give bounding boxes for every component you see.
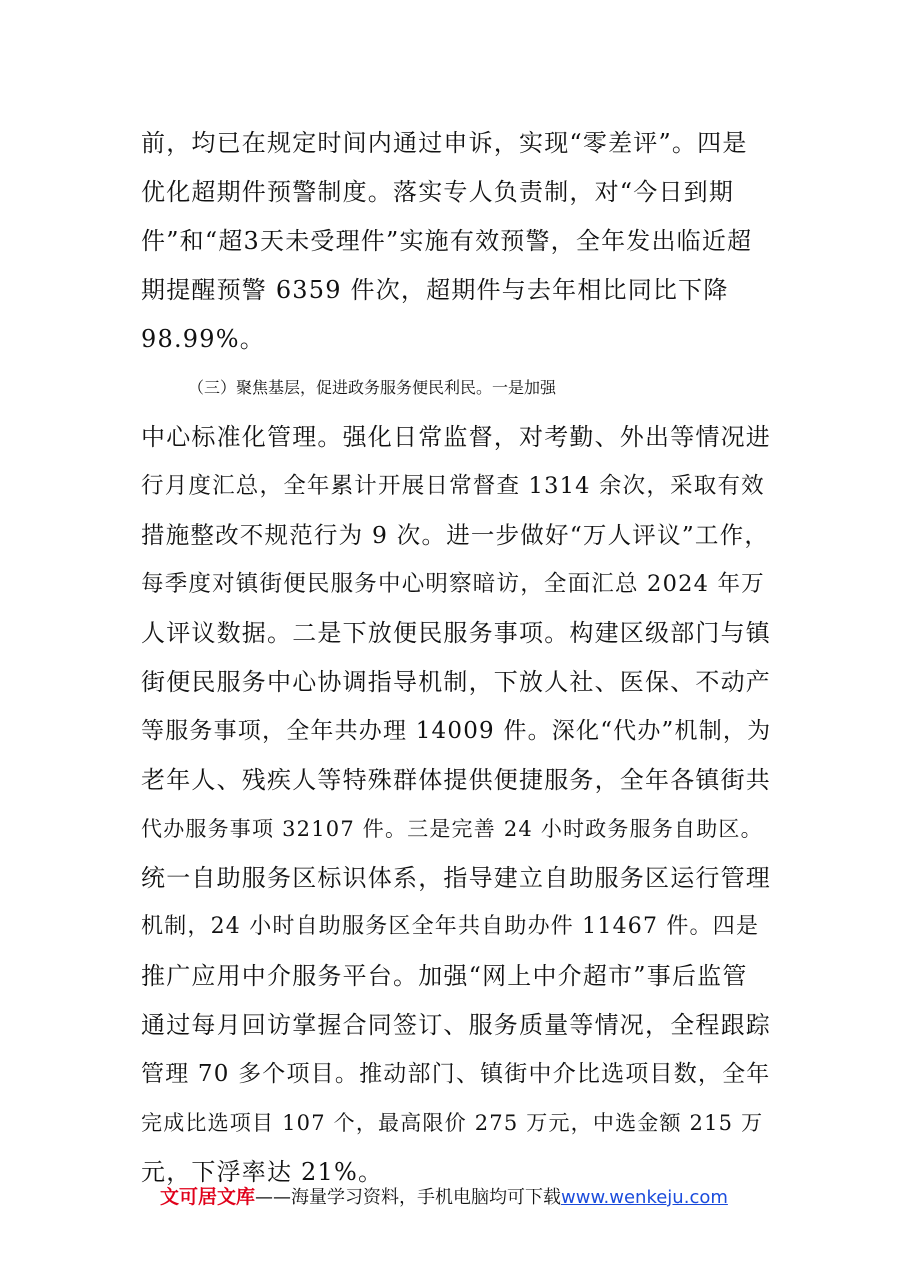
body-line: 前，均已在规定时间内通过申诉，实现“零差评”。四是 <box>141 129 748 157</box>
body-line: 机制，24 小时自助服务区全年共自助办件 11467 件。四是 <box>141 914 760 939</box>
body-line: 措施整改不规范行为 9 次。进一步做好“万人评议”工作， <box>141 521 770 549</box>
body-line: 推广应用中介服务平台。加强“网上中介超市”事后监管 <box>141 962 748 990</box>
body-line: 管理 70 多个项目。推动部门、镇街中介比选项目数，全年 <box>141 1061 771 1087</box>
section-heading-line: （三）聚焦基层，促进政务服务便民利民。一是加强 <box>188 378 557 397</box>
body-line: 老年人、残疾人等特殊群体提供便捷服务，全年各镇街共 <box>141 766 771 794</box>
body-line: 街便民服务中心协调指导机制，下放人社、医保、不动产 <box>141 668 771 696</box>
website-link[interactable]: www.wenkeju.com <box>561 1187 728 1208</box>
footer-banner <box>160 1182 728 1209</box>
body-line: 98.99%。 <box>141 325 265 353</box>
body-line: 元，下浮率达 21%。 <box>141 1158 384 1186</box>
body-line: 中心标准化管理。强化日常监督，对考勤、外出等情况进 <box>141 423 771 451</box>
body-line: 统一自助服务区标识体系，指导建立自助服务区运行管理 <box>141 864 771 892</box>
footer-slogan: ——海量学习资料，手机电脑均可下载 <box>255 1187 562 1208</box>
body-line: 代办服务事项 32107 件。三是完善 24 小时政务服务自助区。 <box>141 817 763 841</box>
body-line: 完成比选项目 107 个，最高限价 275 万元，中选金额 215 万 <box>141 1111 764 1135</box>
body-line: 每季度对镇街便民服务中心明察暗访，全面汇总 2024 年万 <box>141 571 765 597</box>
body-line: 人评议数据。二是下放便民服务事项。构建区级部门与镇 <box>141 619 771 647</box>
body-line: 等服务事项，全年共办理 14009 件。深化“代办”机制，为 <box>141 718 772 744</box>
body-line: 件”和“超3天未受理件”实施有效预警，全年发出临近超 <box>141 227 753 255</box>
body-line: 期提醒预警 6359 件次，超期件与去年相比同比下降 <box>141 276 729 304</box>
brand-name: 文可居文库 <box>160 1186 256 1208</box>
body-line: 通过每月回访掌握合同签订、服务质量等情况，全程跟踪 <box>141 1011 771 1039</box>
body-line: 优化超期件预警制度。落实专人负责制，对“今日到期 <box>141 178 735 206</box>
body-line: 行月度汇总，全年累计开展日常督查 1314 余次，采取有效 <box>141 473 765 499</box>
